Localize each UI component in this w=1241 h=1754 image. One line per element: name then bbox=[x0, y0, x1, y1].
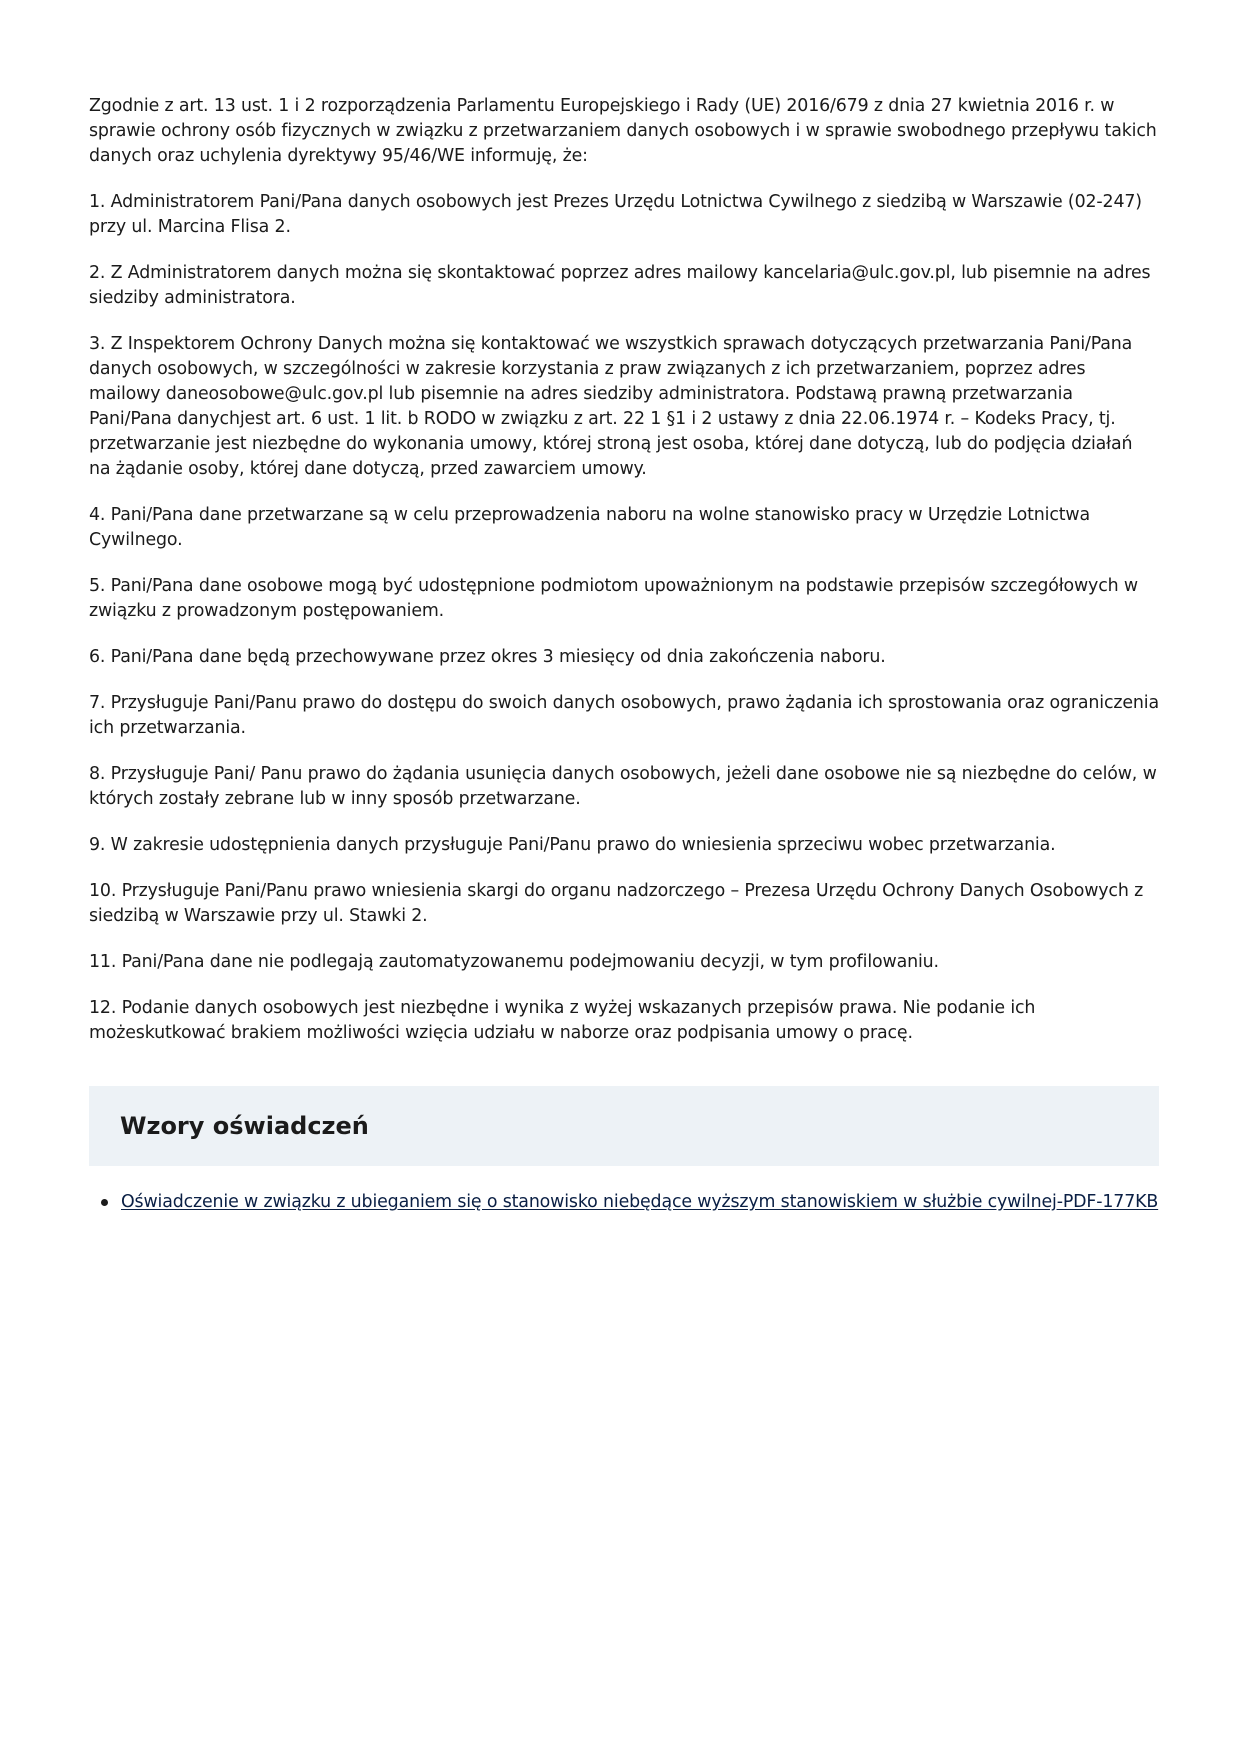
clause-paragraph: 11. Pani/Pana dane nie podlegają zautomatyzowanemu podejmowaniu decyzji, w tym profilowaniu. bbox=[89, 952, 939, 972]
clause-paragraph: 9. W zakresie udostępnienia danych przysługuje Pani/Panu prawo do wniesienia sprzeciwu wobec przetwarzania. bbox=[89, 835, 1056, 855]
section-header bbox=[89, 1086, 1159, 1166]
attachments-list bbox=[89, 1190, 1159, 1215]
clause-paragraph: 12. Podanie danych osobowych jest niezbędne i wynika z wyżej wskazanych przepisów prawa. Nie podanie ich możeskutkować brakiem możliwości wzięcia udziału w naborze oraz podpisania umowy o pracę. bbox=[89, 998, 1036, 1043]
clauses-list bbox=[89, 190, 1159, 1046]
intro-paragraph: Zgodnie z art. 13 ust. 1 i 2 rozporządzenia Parlamentu Europejskiego i Rady (UE) 2016/679 z dnia 27 kwietnia 2016 r. w sprawie ochrony osób fizycznych w związku z przetwarzaniem danych osobowych i w sprawie swobodnego przepływu takich danych oraz uchylenia dyrektywy 95/46/WE informuję, że: bbox=[89, 96, 1157, 166]
bullet-icon bbox=[101, 1199, 108, 1206]
section-title: Wzory oświadczeń bbox=[120, 1112, 369, 1140]
clause-paragraph: 6. Pani/Pana dane będą przechowywane przez okres 3 miesięcy od dnia zakończenia naboru. bbox=[89, 647, 886, 667]
clause-paragraph: 8. Przysługuje Pani/ Panu prawo do żądania usunięcia danych osobowych, jeżeli dane osobowe nie są niezbędne do celów, w których zostały zebrane lub w inny sposób przetwarzane. bbox=[89, 764, 1157, 809]
clause-paragraph: 7. Przysługuje Pani/Panu prawo do dostępu do swoich danych osobowych, prawo żądania ich sprostowania oraz ograniczenia ich przetwarzania. bbox=[89, 693, 1159, 738]
clause-paragraph: 1. Administratorem Pani/Pana danych osobowych jest Prezes Urzędu Lotnictwa Cywilnego z siedzibą w Warszawie (02-247) przy ul. Marcina Flisa 2. bbox=[89, 192, 1142, 237]
clause-paragraph: 10. Przysługuje Pani/Panu prawo wniesienia skargi do organu nadzorczego – Prezesa Urzędu Ochrony Danych Osobowych z siedzibą w Warszawie przy ul. Stawki 2. bbox=[89, 881, 1144, 926]
list-item bbox=[101, 1190, 1159, 1215]
clause-paragraph: 3. Z Inspektorem Ochrony Danych można się kontaktować we wszystkich sprawach dotyczących przetwarzania Pani/Pana danych osobowych, w szczególności w zakresie korzystania z praw związanych z ich przetwarzaniem, poprzez adres mailowy daneosobowe@ulc.gov.pl lub pisemnie na adres siedziby administratora. Podstawą prawną przetwarzania Pani/Pana danychjest art. 6 ust. 1 lit. b RODO w związku z art. 22 1 §1 i 2 ustawy z dnia 22.06.1974 r. – Kodeks Pracy, tj. przetwarzanie jest niezbędne do wykonania umowy, której stroną jest osoba, której dane dotyczą, lub do podjęcia działań na żądanie osoby, której dane dotyczą, przed zawarciem umowy. bbox=[89, 334, 1133, 479]
clause-paragraph: 4. Pani/Pana dane przetwarzane są w celu przeprowadzenia naboru na wolne stanowisko pracy w Urzędzie Lotnictwa Cywilnego. bbox=[89, 505, 1091, 550]
clause-paragraph: 2. Z Administratorem danych można się skontaktować poprzez adres mailowy kancelaria@ulc.gov.pl, lub pisemnie na adres siedziby administratora. bbox=[89, 263, 1151, 308]
attachment-link[interactable]: Oświadczenie w związku z ubieganiem się o stanowisko niebędące wyższym stanowiskiem w służbie cywilnej-PDF-177KB bbox=[121, 1192, 1159, 1212]
clause-paragraph: 5. Pani/Pana dane osobowe mogą być udostępnione podmiotom upoważnionym na podstawie przepisów szczegółowych w związku z prowadzonym postępowaniem. bbox=[89, 576, 1138, 621]
document-page bbox=[89, 94, 1159, 1215]
